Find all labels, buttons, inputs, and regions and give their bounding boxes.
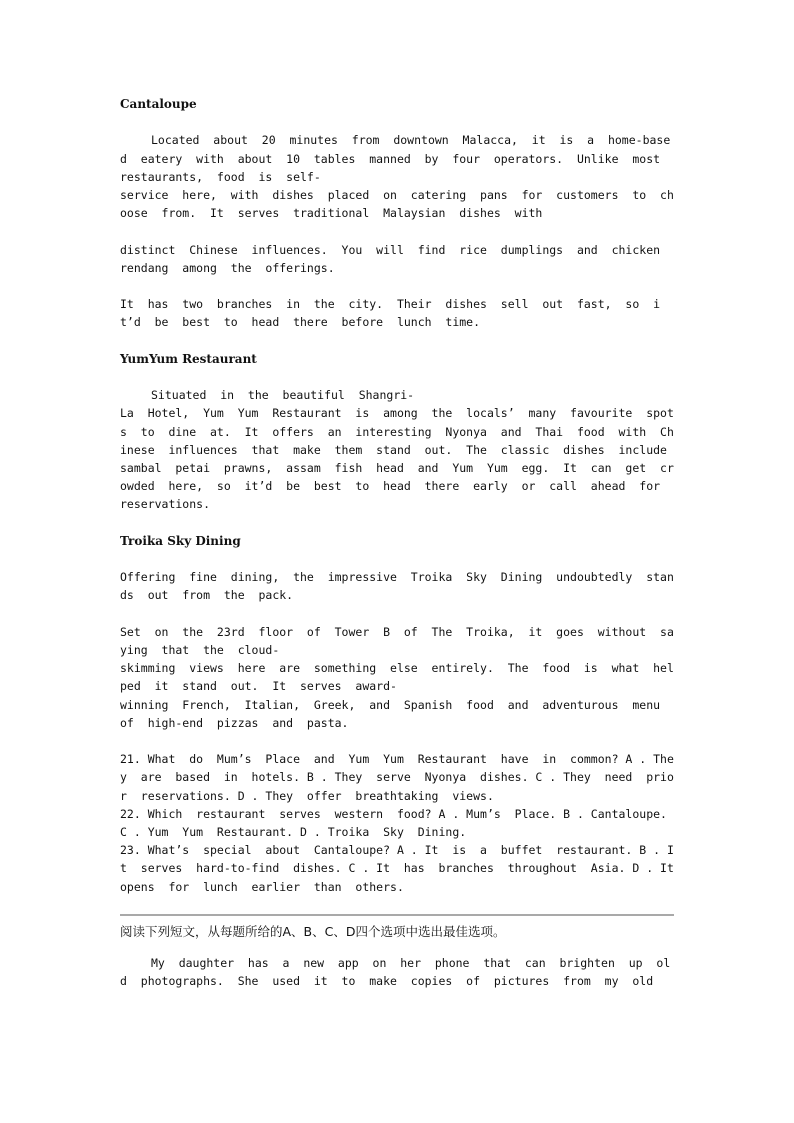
question-21: 21. What do Mum’s Place and Yum Yum Restaurant have in common? A . They are based in hotels. B . They serve Nyonya dishes. C . They need prior reservations. D . They offer breathtaking views. xyxy=(120,752,674,803)
question-22: 22. Which restaurant serves western food? A . Mum’s Place. B . Cantaloupe. C . Yum Yum Restaurant. D . Troika Sky Dining. xyxy=(120,806,674,839)
cantaloupe-title: Cantaloupe xyxy=(120,97,197,111)
cantaloupe-paragraph-3: It has two branches in the city. Their dishes sell out fast, so it’d be best to head there before lunch time. xyxy=(120,297,661,330)
cantaloupe-paragraph-1: Located about 20 minutes from downtown Malacca, it is a home-based eatery with about 10 tables manned by four operators. Unlike most restaurants, food is self- service here, with dishes placed on catering pans for customers to choose from. It serves traditional Malaysian dishes with xyxy=(120,133,674,221)
troika-paragraph-1: Offering fine dining, the impressive Troika Sky Dining undoubtedly stands out from the pack. xyxy=(120,570,674,603)
document-page xyxy=(120,95,688,990)
reading-instruction: 阅读下列短文，从每题所给的A、B、C、D四个选项中选出最佳选项。 xyxy=(120,923,506,939)
cantaloupe-paragraph-2: distinct Chinese influences. You will find rice dumplings and chicken rendang among the offerings. xyxy=(120,242,674,275)
troika-paragraph-2: Set on the 23rd floor of Tower B of The Troika, it goes without saying that the cloud- skimming views here are something else entirely. The food is what helped it stand out. It serves award- winning French, Italian, Greek, and Spanish food and adventurous menu of high-end pizzas and pasta. xyxy=(120,624,674,730)
question-23: 23. What’s special about Cantaloupe? A . It is a buffet restaurant. B . It serves hard-to-find dishes. C . It has branches throughout Asia. D . It opens for lunch earlier than others. xyxy=(120,843,688,894)
next-passage: My daughter has a new app on her phone that can brighten up old photographs. She used it to make copies of pictures from my old xyxy=(120,955,671,988)
section-divider xyxy=(120,914,674,916)
yumyum-title: YumYum Restaurant xyxy=(120,351,257,366)
yumyum-paragraph-1: Situated in the beautiful Shangri- La Hotel, Yum Yum Restaurant is among the locals’ many favourite spots to dine at. It offers an interesting Nyonya and Thai food with Chinese influences that make them stand out. The classic dishes include sambal petai prawns, assam fish head and Yum Yum egg. It can get crowded here, so it’d be best to head there early or call ahead for reservations. xyxy=(120,388,674,512)
troika-title: Troika Sky Dining xyxy=(120,533,241,548)
